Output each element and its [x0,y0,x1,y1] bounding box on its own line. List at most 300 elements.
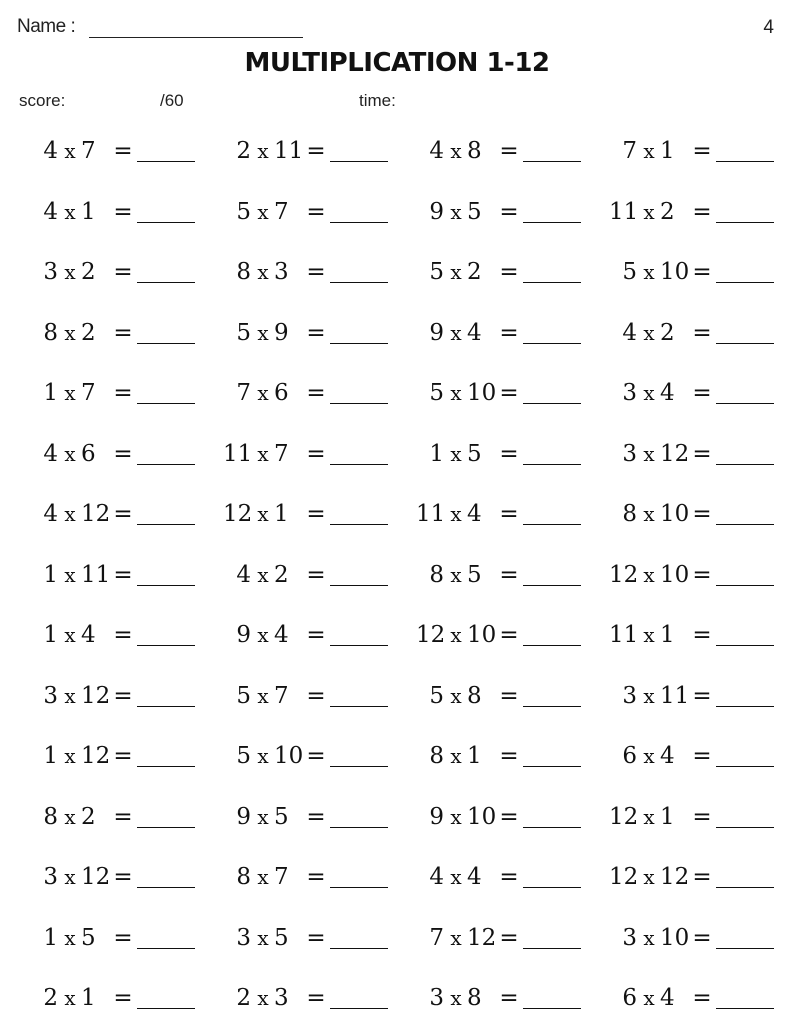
equals-sign: = [692,682,712,709]
factor-a: 3 [43,259,58,285]
equals-sign: = [692,561,712,588]
times-sign: x [643,744,655,768]
factor-b: 4 [467,864,482,890]
answer-blank[interactable] [716,827,774,828]
equals-sign: = [306,682,326,709]
factor-a: 4 [43,138,58,164]
answer-blank[interactable] [716,766,774,767]
answer-blank[interactable] [523,403,581,404]
factor-a: 8 [429,743,444,769]
factor-a: 5 [236,319,251,346]
worksheet-title: MULTIPLICATION 1-12 [244,48,550,78]
equals-sign: = [499,501,519,527]
answer-blank[interactable] [137,1008,195,1009]
problem-row [0,363,794,424]
factor-a: 3 [429,985,444,1011]
times-sign: x [257,199,269,224]
equals-sign: = [113,259,133,285]
equals-sign: = [306,864,326,890]
factor-a: 5 [236,743,251,769]
factor-b: 7 [274,440,289,467]
equals-sign: = [113,561,133,588]
factor-b: 7 [81,380,96,406]
factor-b: 7 [274,864,289,890]
factor-a: 7 [236,380,251,406]
answer-blank[interactable] [330,948,388,949]
factor-a: 12 [609,803,639,830]
factor-a: 4 [429,864,444,890]
factor-b: 8 [467,682,482,709]
factor-a: 1 [43,622,58,648]
answer-blank[interactable] [137,887,195,888]
answer-blank[interactable] [716,585,774,586]
factor-b: 12 [81,501,111,527]
equals-sign: = [113,924,133,951]
equals-sign: = [692,803,712,830]
answer-blank[interactable] [330,161,388,162]
equals-sign: = [113,380,133,406]
times-sign: x [450,925,462,950]
factor-b: 6 [81,440,96,467]
factor-b: 10 [467,622,497,648]
factor-b: 2 [81,259,96,285]
answer-blank[interactable] [137,282,195,283]
answer-blank[interactable] [330,403,388,404]
factor-a: 8 [43,803,58,830]
equals-sign: = [499,985,519,1011]
answer-blank[interactable] [330,1008,388,1009]
times-sign: x [643,623,655,647]
equals-sign: = [499,259,519,285]
factor-b: 5 [467,561,482,588]
factor-a: 1 [429,440,444,467]
answer-blank[interactable] [523,766,581,767]
answer-blank[interactable] [716,948,774,949]
factor-b: 9 [274,319,289,346]
factor-b: 2 [467,259,482,285]
times-sign: x [450,986,462,1010]
answer-blank[interactable] [716,645,774,646]
answer-blank[interactable] [137,161,195,162]
factor-b: 1 [467,743,482,769]
factor-a: 3 [43,864,58,890]
factor-a: 8 [236,259,251,285]
factor-b: 1 [660,622,675,648]
equals-sign: = [113,864,133,890]
equals-sign: = [113,622,133,648]
factor-a: 9 [429,319,444,346]
answer-blank[interactable] [330,282,388,283]
factor-b: 3 [274,985,289,1011]
equals-sign: = [113,138,133,164]
answer-blank[interactable] [716,524,774,525]
answer-blank[interactable] [330,706,388,707]
factor-a: 12 [609,561,639,588]
factor-a: 12 [223,501,253,527]
times-sign: x [643,260,655,284]
factor-a: 3 [622,682,637,709]
factor-a: 6 [622,743,637,769]
equals-sign: = [113,985,133,1011]
answer-blank[interactable] [330,343,388,344]
equals-sign: = [113,682,133,709]
equals-sign: = [306,924,326,951]
times-sign: x [64,623,76,647]
times-sign: x [643,562,655,587]
times-sign: x [257,986,269,1010]
factor-a: 5 [429,259,444,285]
factor-a: 3 [236,924,251,951]
factor-a: 4 [43,440,58,467]
name-input-line[interactable] [89,17,303,38]
factor-a: 8 [429,561,444,588]
factor-a: 9 [429,803,444,830]
answer-blank[interactable] [137,827,195,828]
answer-blank[interactable] [523,827,581,828]
factor-a: 2 [43,985,58,1011]
times-sign: x [257,623,269,647]
answer-blank[interactable] [137,948,195,949]
times-sign: x [643,804,655,829]
times-sign: x [643,865,655,889]
times-sign: x [64,139,76,163]
answer-blank[interactable] [330,585,388,586]
factor-a: 2 [236,138,251,164]
answer-blank[interactable] [523,585,581,586]
factor-a: 11 [416,501,446,527]
time-label: time: [359,91,396,110]
factor-b: 10 [274,743,304,769]
factor-a: 5 [236,682,251,709]
times-sign: x [64,381,76,405]
times-sign: x [643,925,655,950]
factor-b: 12 [660,440,690,467]
answer-blank[interactable] [523,948,581,949]
equals-sign: = [499,743,519,769]
equals-sign: = [499,924,519,951]
answer-blank[interactable] [137,585,195,586]
factor-a: 1 [43,380,58,406]
times-sign: x [64,260,76,284]
answer-blank[interactable] [330,222,388,223]
equals-sign: = [692,743,712,769]
problem-row [0,545,794,606]
factor-a: 3 [622,924,637,951]
factor-b: 2 [81,803,96,830]
factor-a: 9 [236,622,251,648]
problem-row [0,242,794,303]
factor-a: 9 [429,198,444,225]
times-sign: x [64,441,76,466]
problem-row [0,303,794,364]
problem-row [0,847,794,908]
equals-sign: = [113,743,133,769]
factor-b: 1 [81,198,96,225]
times-sign: x [450,744,462,768]
times-sign: x [64,502,76,526]
equals-sign: = [306,622,326,648]
factor-a: 8 [43,319,58,346]
answer-blank[interactable] [330,827,388,828]
factor-a: 4 [622,319,637,346]
factor-b: 10 [660,501,690,527]
times-sign: x [257,502,269,526]
factor-b: 8 [467,985,482,1011]
factor-b: 4 [467,501,482,527]
times-sign: x [64,804,76,829]
equals-sign: = [113,803,133,830]
times-sign: x [64,199,76,224]
problem-row [0,908,794,969]
answer-blank[interactable] [716,1008,774,1009]
factor-a: 5 [236,198,251,225]
equals-sign: = [692,622,712,648]
answer-blank[interactable] [137,766,195,767]
answer-blank[interactable] [523,282,581,283]
answer-blank[interactable] [523,464,581,465]
times-sign: x [450,804,462,829]
equals-sign: = [692,864,712,890]
factor-b: 11 [660,682,690,709]
answer-blank[interactable] [716,282,774,283]
answer-blank[interactable] [716,706,774,707]
factor-b: 5 [81,924,96,951]
equals-sign: = [306,380,326,406]
times-sign: x [257,744,269,768]
times-sign: x [64,320,76,345]
problem-grid [0,121,794,1029]
answer-blank[interactable] [137,524,195,525]
equals-sign: = [306,803,326,830]
equals-sign: = [692,501,712,527]
times-sign: x [450,683,462,708]
times-sign: x [257,260,269,284]
factor-b: 11 [81,561,111,588]
equals-sign: = [692,319,712,346]
factor-a: 3 [622,380,637,406]
times-sign: x [450,441,462,466]
factor-a: 5 [429,380,444,406]
factor-b: 8 [467,138,482,164]
answer-blank[interactable] [716,161,774,162]
times-sign: x [64,562,76,587]
answer-blank[interactable] [137,222,195,223]
factor-a: 7 [429,924,444,951]
equals-sign: = [692,138,712,164]
factor-b: 12 [660,864,690,890]
equals-sign: = [113,319,133,346]
equals-sign: = [306,319,326,346]
page-number: 4 [763,17,774,38]
factor-b: 4 [660,985,675,1011]
factor-a: 9 [236,803,251,830]
times-sign: x [450,623,462,647]
answer-blank[interactable] [716,343,774,344]
score-total: /60 [160,91,184,110]
equals-sign: = [692,380,712,406]
times-sign: x [64,683,76,708]
problem-row [0,605,794,666]
factor-a: 1 [43,561,58,588]
equals-sign: = [306,440,326,467]
factor-a: 7 [622,138,637,164]
name-label: Name : [17,16,76,37]
times-sign: x [450,260,462,284]
times-sign: x [257,925,269,950]
factor-b: 5 [274,924,289,951]
factor-a: 4 [43,198,58,225]
factor-a: 3 [43,682,58,709]
answer-blank[interactable] [137,464,195,465]
factor-a: 2 [236,985,251,1011]
factor-b: 10 [660,924,690,951]
factor-b: 4 [467,319,482,346]
times-sign: x [257,441,269,466]
factor-a: 11 [609,622,639,648]
factor-b: 5 [467,440,482,467]
factor-a: 11 [609,198,639,225]
equals-sign: = [692,259,712,285]
times-sign: x [450,381,462,405]
answer-blank[interactable] [137,343,195,344]
times-sign: x [64,925,76,950]
equals-sign: = [306,198,326,225]
answer-blank[interactable] [523,161,581,162]
equals-sign: = [306,743,326,769]
equals-sign: = [499,380,519,406]
times-sign: x [450,139,462,163]
times-sign: x [643,683,655,708]
answer-blank[interactable] [137,645,195,646]
times-sign: x [643,199,655,224]
equals-sign: = [113,198,133,225]
equals-sign: = [113,501,133,527]
factor-b: 4 [274,622,289,648]
equals-sign: = [499,440,519,467]
times-sign: x [257,320,269,345]
equals-sign: = [692,924,712,951]
factor-b: 5 [274,803,289,830]
equals-sign: = [692,440,712,467]
factor-a: 4 [429,138,444,164]
answer-blank[interactable] [716,464,774,465]
answer-blank[interactable] [523,887,581,888]
times-sign: x [643,441,655,466]
answer-blank[interactable] [523,524,581,525]
factor-b: 2 [274,561,289,588]
equals-sign: = [499,622,519,648]
problem-row [0,121,794,182]
factor-a: 11 [223,440,253,467]
equals-sign: = [499,682,519,709]
factor-a: 8 [622,501,637,527]
answer-blank[interactable] [523,706,581,707]
factor-b: 4 [660,743,675,769]
answer-blank[interactable] [137,706,195,707]
times-sign: x [64,865,76,889]
problem-row [0,726,794,787]
factor-b: 12 [81,864,111,890]
times-sign: x [257,804,269,829]
times-sign: x [257,381,269,405]
problem-row [0,182,794,243]
factor-b: 10 [467,803,497,830]
times-sign: x [64,986,76,1010]
equals-sign: = [499,138,519,164]
factor-a: 6 [622,985,637,1011]
factor-b: 6 [274,380,289,406]
factor-b: 12 [467,924,497,951]
factor-b: 7 [81,138,96,164]
factor-a: 1 [43,924,58,951]
factor-b: 2 [81,319,96,346]
answer-blank[interactable] [330,645,388,646]
times-sign: x [643,502,655,526]
equals-sign: = [306,259,326,285]
times-sign: x [64,744,76,768]
times-sign: x [257,683,269,708]
factor-a: 4 [236,561,251,588]
answer-blank[interactable] [330,464,388,465]
equals-sign: = [499,561,519,588]
times-sign: x [643,381,655,405]
factor-b: 12 [81,743,111,769]
times-sign: x [643,139,655,163]
answer-blank[interactable] [330,524,388,525]
times-sign: x [643,986,655,1010]
factor-a: 1 [43,743,58,769]
answer-blank[interactable] [716,887,774,888]
factor-b: 2 [660,319,675,346]
factor-a: 12 [609,864,639,890]
answer-blank[interactable] [523,343,581,344]
answer-blank[interactable] [523,645,581,646]
equals-sign: = [692,985,712,1011]
factor-b: 7 [274,682,289,709]
factor-b: 5 [467,198,482,225]
equals-sign: = [499,319,519,346]
problem-row [0,666,794,727]
times-sign: x [450,320,462,345]
times-sign: x [450,199,462,224]
times-sign: x [450,865,462,889]
answer-blank[interactable] [523,1008,581,1009]
factor-b: 1 [660,138,675,164]
factor-b: 11 [274,138,304,164]
problem-row [0,424,794,485]
answer-blank[interactable] [330,766,388,767]
equals-sign: = [306,985,326,1011]
factor-a: 5 [622,259,637,285]
equals-sign: = [499,198,519,225]
answer-blank[interactable] [137,403,195,404]
answer-blank[interactable] [330,887,388,888]
answer-blank[interactable] [523,222,581,223]
times-sign: x [643,320,655,345]
problem-row [0,968,794,1029]
problem-row [0,787,794,848]
answer-blank[interactable] [716,403,774,404]
answer-blank[interactable] [716,222,774,223]
factor-b: 2 [660,198,675,225]
factor-b: 4 [660,380,675,406]
problem-row [0,484,794,545]
times-sign: x [257,865,269,889]
score-label: score: [19,91,66,110]
equals-sign: = [499,803,519,830]
factor-a: 3 [622,440,637,467]
times-sign: x [257,139,269,163]
